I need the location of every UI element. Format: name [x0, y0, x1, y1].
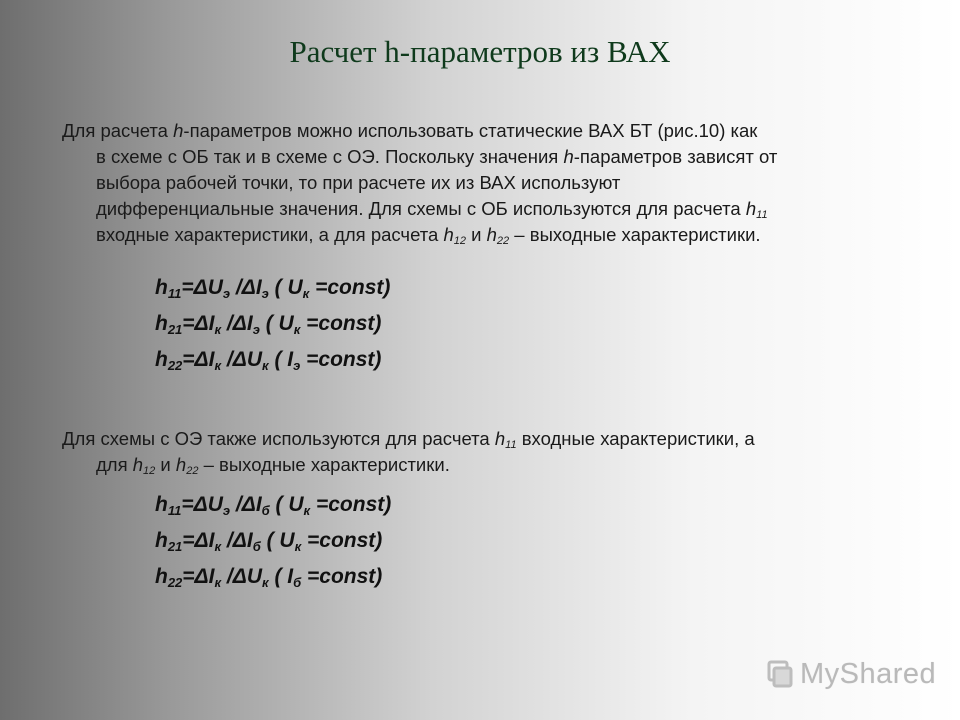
formula-block-ob — [155, 270, 390, 378]
paragraph-line: входные характеристики, а для расчета $h_{12}$ и $h_{22}$ – выходные характеристики. — [96, 224, 761, 247]
paragraph-line: в схеме с ОБ так и в схеме с ОЭ. Поскольку значения h-параметров зависят от — [96, 146, 778, 167]
watermark-text: MyShared — [800, 657, 937, 690]
formula-block-oe — [155, 487, 391, 595]
paragraph-line: Для схемы с ОЭ также используются для расчета $h_{11}$ входные характеристики, а — [62, 428, 755, 451]
paragraph-line: для $h_{12}$ и $h_{22}$ – выходные характеристики. — [96, 454, 450, 477]
myshared-logo-icon — [766, 659, 794, 689]
formula: $h_{21}=\Delta I_к$ $/\Delta I_б$ ( $U_к$ =const) — [155, 529, 383, 554]
formula: $h_{11}=\Delta U_э$ $/\Delta I_э$ ( $U_к$ =const) — [155, 276, 391, 301]
slide-title: Расчет h-параметров из ВАХ — [289, 34, 671, 69]
watermark-logo — [766, 654, 936, 694]
paragraph-oe — [62, 426, 908, 478]
paragraph-line: дифференциальные значения. Для схемы с ОБ используются для расчета $h_{11}$ — [96, 198, 768, 221]
formula: $h_{11}=\Delta U_э$ $/\Delta I_б$ ( $U_к$ =const) — [155, 493, 392, 518]
paragraph-line: Для расчета h-параметров можно использовать статические ВАХ БТ (рис.10) как — [62, 120, 758, 141]
formula: $h_{22}=\Delta I_к$ $/\Delta U_к$ ( $I_э$ =const) — [155, 348, 382, 373]
paragraph-ob — [62, 118, 908, 248]
formula: $h_{21}=\Delta I_к$ $/\Delta I_э$ ( $U_к$ =const) — [155, 312, 382, 337]
formula: $h_{22}=\Delta I_к$ $/\Delta U_к$ ( $I_б$ =const) — [155, 565, 383, 590]
paragraph-line: выбора рабочей точки, то при расчете их из ВАХ используют — [96, 172, 621, 193]
